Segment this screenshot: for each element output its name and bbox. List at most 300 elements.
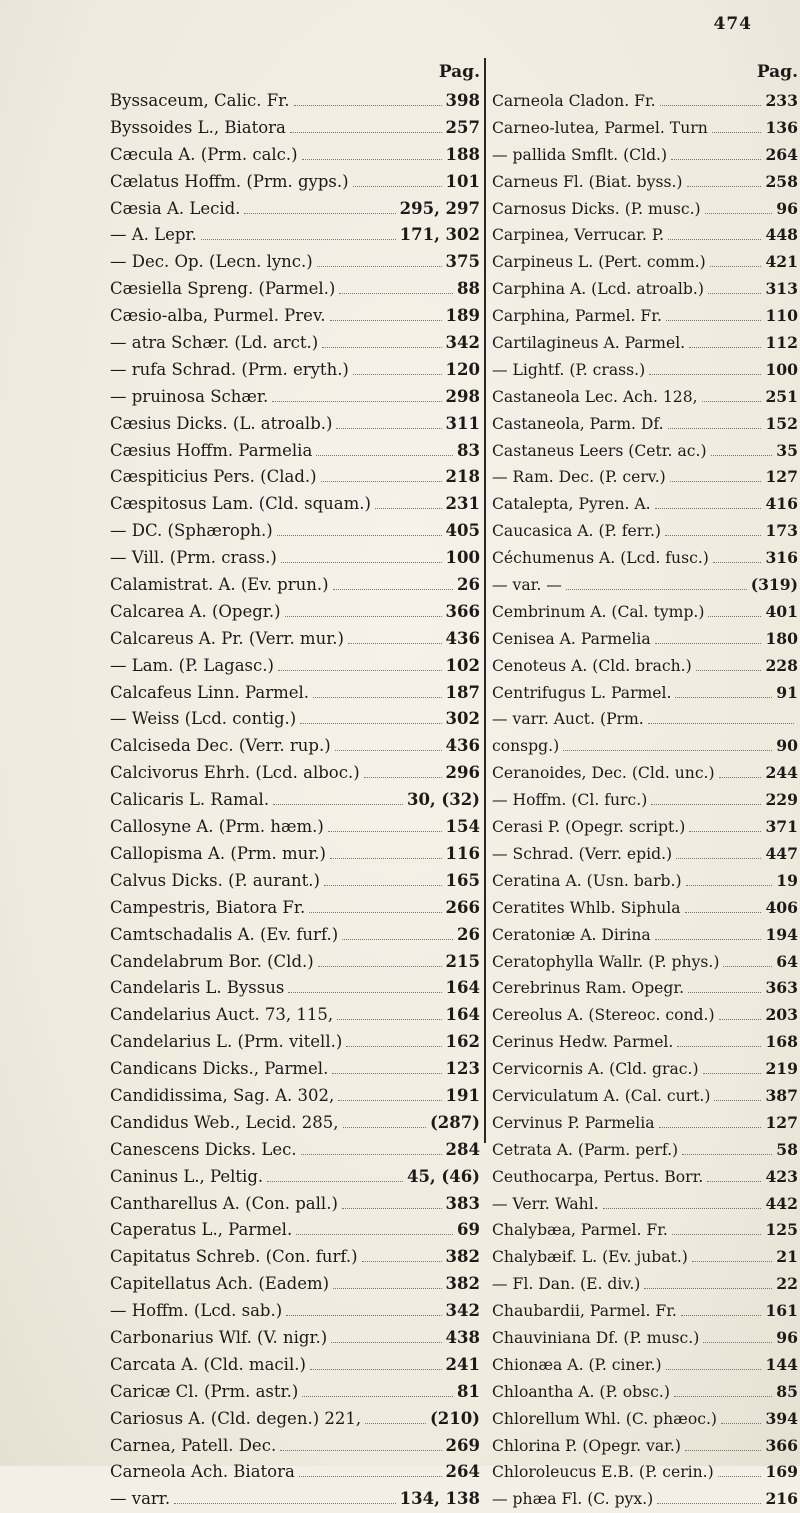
entry-page: 164 bbox=[445, 978, 480, 998]
index-entry bbox=[110, 1325, 480, 1352]
leader-dots bbox=[686, 885, 773, 886]
leader-dots bbox=[353, 374, 442, 375]
entry-page: 203 bbox=[765, 1005, 798, 1025]
index-entry bbox=[492, 384, 798, 411]
index-entry bbox=[110, 706, 480, 733]
entry-page: 30, (32) bbox=[406, 790, 480, 810]
index-entry bbox=[492, 411, 798, 438]
leader-dots bbox=[681, 1315, 762, 1316]
entry-name: Caperatus L., Parmel. bbox=[110, 1220, 293, 1240]
index-entry bbox=[110, 330, 480, 357]
entry-page: 35 bbox=[776, 440, 798, 460]
index-entry bbox=[492, 1433, 798, 1460]
index-entry bbox=[110, 357, 480, 384]
entry-page: 123 bbox=[445, 1059, 480, 1079]
entry-page: 382 bbox=[445, 1247, 480, 1267]
entry-name: Cæspitosus Lam. (Cld. squam.) bbox=[110, 494, 371, 514]
entry-page: 134, 138 bbox=[399, 1489, 480, 1509]
leader-dots bbox=[719, 1019, 762, 1020]
leader-dots bbox=[651, 804, 761, 805]
entry-page: 231 bbox=[445, 494, 480, 514]
entry-name: Ceuthocarpa, Pertus. Borr. bbox=[492, 1167, 704, 1186]
entry-page: 218 bbox=[445, 467, 480, 487]
leader-dots bbox=[603, 1208, 762, 1209]
index-entry bbox=[110, 680, 480, 707]
entry-page: 85 bbox=[776, 1381, 798, 1401]
entry-list bbox=[492, 88, 798, 1513]
leader-dots bbox=[713, 562, 762, 563]
entry-name: Ceranoides, Dec. (Cld. unc.) bbox=[492, 764, 715, 783]
entry-name: Candicans Dicks., Parmel. bbox=[110, 1059, 329, 1079]
index-entry bbox=[110, 626, 480, 653]
index-entry bbox=[110, 196, 480, 223]
entry-name: Chloantha A. (P. obsc.) bbox=[492, 1382, 670, 1401]
index-column-left bbox=[110, 62, 480, 1513]
entry-page: 144 bbox=[765, 1354, 798, 1374]
entry-page: 100 bbox=[765, 359, 798, 379]
entry-page: 26 bbox=[457, 924, 480, 944]
entry-page: 342 bbox=[445, 333, 480, 353]
entry-page: 421 bbox=[765, 252, 798, 272]
leader-dots bbox=[703, 1342, 772, 1343]
index-entry bbox=[492, 196, 798, 223]
index-entry bbox=[492, 518, 798, 545]
leader-dots bbox=[718, 1476, 762, 1477]
entry-name: conspg.) bbox=[492, 737, 560, 756]
entry-name: Carbonarius Wlf. (V. nigr.) bbox=[110, 1327, 328, 1347]
entry-page: 187 bbox=[445, 682, 480, 702]
index-entry bbox=[110, 88, 480, 115]
index-entry bbox=[110, 518, 480, 545]
leader-dots bbox=[290, 132, 442, 133]
index-entry bbox=[110, 1083, 480, 1110]
leader-dots bbox=[309, 912, 441, 913]
leader-dots bbox=[714, 1100, 761, 1101]
entry-page: 112 bbox=[765, 333, 798, 353]
entry-name: Carneola Cladon. Fr. bbox=[492, 92, 656, 110]
index-entry bbox=[110, 1191, 480, 1218]
index-entry bbox=[492, 1379, 798, 1406]
index-entry bbox=[110, 949, 480, 976]
entry-page: 448 bbox=[765, 225, 798, 245]
entry-page: 116 bbox=[445, 843, 480, 863]
entry-name: Capitellatus Ach. (Eadem) bbox=[110, 1274, 330, 1294]
entry-page: 375 bbox=[445, 252, 480, 272]
entry-name: — phæa Fl. (C. pyx.) bbox=[492, 1490, 654, 1509]
index-entry bbox=[110, 1244, 480, 1271]
leader-dots bbox=[286, 1315, 441, 1316]
leader-dots bbox=[362, 1261, 442, 1262]
index-entry bbox=[492, 1029, 798, 1056]
entry-name: — varr. Auct. (Prm. bbox=[492, 710, 644, 729]
leader-dots bbox=[721, 1423, 761, 1424]
entry-page: 406 bbox=[765, 897, 798, 917]
entry-name: Cæsius Dicks. (L. atroalb.) bbox=[110, 413, 333, 433]
entry-page: 257 bbox=[445, 117, 480, 137]
leader-dots bbox=[648, 723, 794, 724]
leader-dots bbox=[277, 535, 442, 536]
index-entry bbox=[110, 276, 480, 303]
entry-page: 19 bbox=[776, 870, 798, 890]
index-entry bbox=[110, 841, 480, 868]
entry-page: 298 bbox=[445, 386, 480, 406]
leader-dots bbox=[273, 804, 403, 805]
leader-dots bbox=[655, 508, 762, 509]
entry-name: — Weiss (Lcd. contig.) bbox=[110, 709, 297, 729]
entry-name: Cælatus Hoffm. (Prm. gyps.) bbox=[110, 171, 349, 191]
entry-name: Capitatus Schreb. (Con. furf.) bbox=[110, 1247, 358, 1267]
column-header: Pag. bbox=[438, 62, 480, 82]
entry-name: Carnea, Patell. Dec. bbox=[110, 1435, 277, 1455]
index-entry bbox=[492, 733, 798, 760]
leader-dots bbox=[665, 535, 761, 536]
leader-dots bbox=[705, 213, 773, 214]
leader-dots bbox=[660, 105, 762, 106]
leader-dots bbox=[692, 1261, 772, 1262]
index-entry bbox=[492, 169, 798, 196]
leader-dots bbox=[342, 939, 453, 940]
leader-dots bbox=[666, 320, 762, 321]
entry-name: Cæsius Hoffm. Parmelia bbox=[110, 440, 313, 460]
entry-page: 96 bbox=[776, 1327, 798, 1347]
index-entry bbox=[492, 1325, 798, 1352]
entry-name: Chauviniana Df. (P. musc.) bbox=[492, 1328, 700, 1347]
leader-dots bbox=[655, 939, 762, 940]
leader-dots bbox=[333, 1288, 441, 1289]
index-entry bbox=[110, 1433, 480, 1460]
leader-dots bbox=[330, 320, 442, 321]
index-entry bbox=[110, 222, 480, 249]
leader-dots bbox=[335, 750, 442, 751]
entry-name: — DC. (Sphæroph.) bbox=[110, 521, 273, 541]
entry-page: 102 bbox=[445, 655, 480, 675]
entry-page: 64 bbox=[776, 951, 798, 971]
entry-page: 371 bbox=[765, 817, 798, 837]
index-entry bbox=[492, 1244, 798, 1271]
entry-page: 438 bbox=[445, 1327, 480, 1347]
entry-page: 342 bbox=[445, 1301, 480, 1321]
entry-page: 382 bbox=[445, 1274, 480, 1294]
leader-dots bbox=[331, 1342, 441, 1343]
entry-name: Centrifugus L. Parmel. bbox=[492, 683, 672, 702]
entry-name: Caucasica A. (P. ferr.) bbox=[492, 522, 662, 541]
entry-page: 313 bbox=[765, 279, 798, 299]
entry-name: Cerasi P. (Opegr. script.) bbox=[492, 818, 686, 837]
entry-page: 405 bbox=[445, 521, 480, 541]
leader-dots bbox=[696, 670, 762, 671]
entry-page: 189 bbox=[445, 306, 480, 326]
leader-dots bbox=[677, 1046, 761, 1047]
entry-name: — A. Lepr. bbox=[110, 225, 197, 245]
index-entry bbox=[492, 626, 798, 653]
entry-page: 387 bbox=[765, 1085, 798, 1105]
entry-name: — atra Schær. (Ld. arct.) bbox=[110, 333, 319, 353]
index-entry bbox=[492, 814, 798, 841]
entry-page: 363 bbox=[765, 978, 798, 998]
entry-page: 91 bbox=[776, 682, 798, 702]
leader-dots bbox=[670, 481, 762, 482]
index-entry bbox=[492, 572, 798, 599]
entry-name: Carneus Fl. (Biat. byss.) bbox=[492, 172, 683, 191]
leader-dots bbox=[719, 777, 762, 778]
index-entry bbox=[110, 1164, 480, 1191]
entry-name: Carneo-lutea, Parmel. Turn bbox=[492, 118, 708, 137]
entry-page: 125 bbox=[765, 1220, 798, 1240]
entry-name: Carpineus L. (Pert. comm.) bbox=[492, 253, 706, 272]
leader-dots bbox=[685, 1450, 762, 1451]
entry-page: 90 bbox=[776, 736, 798, 756]
leader-dots bbox=[313, 697, 442, 698]
leader-dots bbox=[375, 508, 442, 509]
index-entry bbox=[492, 303, 798, 330]
index-entry bbox=[110, 1029, 480, 1056]
leader-dots bbox=[328, 831, 442, 832]
leader-dots bbox=[280, 1450, 441, 1451]
leader-dots bbox=[689, 831, 761, 832]
entry-name: Candidus Web., Lecid. 285, bbox=[110, 1112, 339, 1132]
index-entry bbox=[110, 1217, 480, 1244]
index-entry bbox=[110, 411, 480, 438]
index-entry bbox=[110, 115, 480, 142]
leader-dots bbox=[272, 401, 441, 402]
entry-name: Castaneus Leers (Cetr. ac.) bbox=[492, 441, 707, 460]
entry-page: 165 bbox=[445, 870, 480, 890]
index-entry bbox=[110, 922, 480, 949]
index-entry bbox=[492, 841, 798, 868]
entry-name: Cæsio-alba, Purmel. Prev. bbox=[110, 306, 326, 326]
index-entry bbox=[110, 1110, 480, 1137]
leader-dots bbox=[267, 1181, 403, 1182]
entry-name: Cenisea A. Parmelia bbox=[492, 629, 651, 648]
entry-page: (287) bbox=[429, 1112, 480, 1132]
leader-dots bbox=[566, 589, 747, 590]
leader-dots bbox=[302, 1396, 453, 1397]
entry-page: 136 bbox=[765, 117, 798, 137]
leader-dots bbox=[300, 723, 441, 724]
index-entry bbox=[492, 115, 798, 142]
entry-page: 266 bbox=[445, 897, 480, 917]
entry-name: Cenoteus A. (Cld. brach.) bbox=[492, 656, 692, 675]
entry-page: 127 bbox=[765, 1112, 798, 1132]
index-entry bbox=[492, 1298, 798, 1325]
index-entry bbox=[492, 88, 798, 115]
index-entry bbox=[110, 1459, 480, 1486]
index-entry bbox=[492, 1083, 798, 1110]
entry-list bbox=[110, 88, 480, 1513]
index-entry bbox=[492, 222, 798, 249]
leader-dots bbox=[712, 132, 762, 133]
entry-name: Calamistrat. A. (Ev. prun.) bbox=[110, 575, 329, 595]
leader-dots bbox=[659, 1127, 762, 1128]
index-entry bbox=[492, 1486, 798, 1513]
entry-name: Chloroleucus E.B. (P. cerin.) bbox=[492, 1463, 714, 1482]
index-entry bbox=[492, 142, 798, 169]
index-entry bbox=[110, 760, 480, 787]
entry-name: Caricæ Cl. (Prm. astr.) bbox=[110, 1381, 299, 1401]
page-number: 474 bbox=[713, 14, 752, 34]
leader-dots bbox=[333, 589, 453, 590]
entry-name: — Vill. (Prm. crass.) bbox=[110, 548, 277, 568]
leader-dots bbox=[330, 858, 442, 859]
entry-name: Campestris, Biatora Fr. bbox=[110, 897, 306, 917]
entry-name: Cereolus A. (Stereoc. cond.) bbox=[492, 1006, 715, 1025]
index-entry bbox=[110, 438, 480, 465]
leader-dots bbox=[674, 1396, 772, 1397]
entry-page: 154 bbox=[445, 817, 480, 837]
entry-name: Céchumenus A. (Lcd. fusc.) bbox=[492, 549, 709, 568]
entry-name: Carneola Ach. Biatora bbox=[110, 1462, 295, 1482]
index-entry bbox=[492, 760, 798, 787]
index-entry bbox=[110, 1298, 480, 1325]
entry-page: 229 bbox=[765, 790, 798, 810]
entry-name: — Ram. Dec. (P. cerv.) bbox=[492, 468, 666, 487]
leader-dots bbox=[310, 1369, 442, 1370]
entry-name: Carnosus Dicks. (P. musc.) bbox=[492, 199, 701, 218]
index-entry bbox=[110, 1271, 480, 1298]
entry-page: 228 bbox=[765, 655, 798, 675]
entry-page: 302 bbox=[445, 709, 480, 729]
entry-name: Callopisma A. (Prm. mur.) bbox=[110, 843, 326, 863]
index-entry bbox=[110, 384, 480, 411]
index-column-right bbox=[492, 62, 798, 1513]
leader-dots bbox=[685, 912, 762, 913]
entry-name: Candelaris L. Byssus bbox=[110, 978, 285, 998]
entry-name: Carphina, Parmel. Fr. bbox=[492, 307, 662, 326]
index-entry bbox=[110, 169, 480, 196]
index-entry bbox=[110, 249, 480, 276]
leader-dots bbox=[657, 1503, 761, 1504]
leader-dots bbox=[299, 1476, 442, 1477]
entry-page: 120 bbox=[445, 359, 480, 379]
column-header: Pag. bbox=[756, 62, 798, 82]
leader-dots bbox=[688, 992, 761, 993]
entry-page: 161 bbox=[765, 1301, 798, 1321]
entry-page: 401 bbox=[765, 601, 798, 621]
entry-page: 436 bbox=[445, 628, 480, 648]
index-entry bbox=[492, 249, 798, 276]
leader-dots bbox=[324, 885, 442, 886]
entry-name: Chalybæa, Parmel. Fr. bbox=[492, 1221, 668, 1240]
leader-dots bbox=[708, 616, 761, 617]
entry-page: 244 bbox=[765, 763, 798, 783]
entry-page: 241 bbox=[445, 1354, 480, 1374]
entry-page: 447 bbox=[765, 843, 798, 863]
index-entry bbox=[492, 1002, 798, 1029]
entry-page: 96 bbox=[776, 198, 798, 218]
entry-name: Calcareus A. Pr. (Verr. mur.) bbox=[110, 628, 344, 648]
index-entry bbox=[492, 1056, 798, 1083]
entry-page: (319) bbox=[750, 575, 798, 595]
entry-name: — Dec. Op. (Lecn. lync.) bbox=[110, 252, 313, 272]
entry-name: Candelarius Auct. 73, 115, bbox=[110, 1005, 334, 1025]
entry-name: Calcivorus Ehrh. (Lcd. alboc.) bbox=[110, 763, 360, 783]
entry-page: 398 bbox=[445, 91, 480, 110]
entry-name: Candelarius L. (Prm. vitell.) bbox=[110, 1032, 343, 1052]
entry-page: 164 bbox=[445, 1005, 480, 1025]
index-entry bbox=[492, 464, 798, 491]
index-entry bbox=[492, 438, 798, 465]
entry-page: 284 bbox=[445, 1139, 480, 1159]
entry-page: 127 bbox=[765, 467, 798, 487]
entry-page: 296 bbox=[445, 763, 480, 783]
entry-page: 58 bbox=[776, 1139, 798, 1159]
leader-dots bbox=[672, 1234, 762, 1235]
entry-page: 21 bbox=[776, 1247, 798, 1267]
entry-page: 45, (46) bbox=[406, 1166, 480, 1186]
leader-dots bbox=[711, 455, 773, 456]
entry-name: Ceratina A. (Usn. barb.) bbox=[492, 871, 682, 890]
leader-dots bbox=[317, 266, 442, 267]
entry-page: 219 bbox=[765, 1059, 798, 1079]
entry-page: 264 bbox=[445, 1462, 480, 1482]
leader-dots bbox=[682, 1154, 772, 1155]
leader-dots bbox=[294, 105, 442, 106]
index-entry bbox=[492, 545, 798, 572]
leader-dots bbox=[676, 858, 761, 859]
entry-page: 191 bbox=[445, 1085, 480, 1105]
leader-dots bbox=[649, 374, 761, 375]
entry-page: 394 bbox=[765, 1408, 798, 1428]
entry-name: Cantharellus A. (Con. pall.) bbox=[110, 1193, 338, 1213]
entry-name: Chlorellum Whl. (C. phæoc.) bbox=[492, 1409, 717, 1428]
entry-name: Camtschadalis A. (Ev. furf.) bbox=[110, 924, 339, 944]
entry-page: 216 bbox=[765, 1489, 798, 1509]
entry-page: 83 bbox=[457, 440, 480, 460]
entry-name: Calciseda Dec. (Verr. rup.) bbox=[110, 736, 331, 756]
leader-dots bbox=[288, 992, 441, 993]
entry-page: 101 bbox=[445, 171, 480, 191]
leader-dots bbox=[318, 966, 442, 967]
index-entry bbox=[110, 653, 480, 680]
entry-page: 316 bbox=[765, 548, 798, 568]
leader-dots bbox=[655, 643, 762, 644]
entry-name: Calicaris L. Ramal. bbox=[110, 790, 270, 810]
index-entry bbox=[110, 814, 480, 841]
entry-name: Castaneola, Parm. Df. bbox=[492, 414, 664, 433]
entry-name: — Hoffm. (Lcd. sab.) bbox=[110, 1301, 283, 1321]
index-entry bbox=[492, 1352, 798, 1379]
entry-page: 110 bbox=[765, 306, 798, 326]
entry-name: Canescens Dicks. Lec. bbox=[110, 1139, 297, 1159]
leader-dots bbox=[316, 455, 453, 456]
leader-dots bbox=[336, 428, 441, 429]
entry-page: 194 bbox=[765, 924, 798, 944]
index-entry bbox=[110, 1486, 480, 1513]
entry-name: Chalybæif. L. (Ev. jubat.) bbox=[492, 1248, 688, 1267]
entry-page: 423 bbox=[765, 1166, 798, 1186]
entry-name: Chaubardii, Parmel. Fr. bbox=[492, 1302, 677, 1321]
entry-page: 81 bbox=[457, 1381, 480, 1401]
index-entry bbox=[492, 975, 798, 1002]
entry-page: 100 bbox=[445, 548, 480, 568]
entry-name: Calvus Dicks. (P. aurant.) bbox=[110, 870, 320, 890]
index-entry bbox=[110, 868, 480, 895]
entry-name: — rufa Schrad. (Prm. eryth.) bbox=[110, 359, 349, 379]
leader-dots bbox=[668, 428, 762, 429]
entry-page: 188 bbox=[445, 144, 480, 164]
leader-dots bbox=[703, 1073, 762, 1074]
entry-name: Cerinus Hedw. Parmel. bbox=[492, 1033, 674, 1052]
index-entry bbox=[492, 1271, 798, 1298]
entry-name: Caninus L., Peltig. bbox=[110, 1166, 264, 1186]
index-entry bbox=[110, 303, 480, 330]
entry-name: — Verr. Wahl. bbox=[492, 1194, 599, 1213]
entry-name: Ceratoniæ A. Dirina bbox=[492, 925, 651, 944]
entry-page: 26 bbox=[457, 575, 480, 595]
leader-dots bbox=[707, 1181, 761, 1182]
entry-name: Catalepta, Pyren. A. bbox=[492, 495, 651, 514]
entry-page: 233 bbox=[765, 91, 798, 110]
